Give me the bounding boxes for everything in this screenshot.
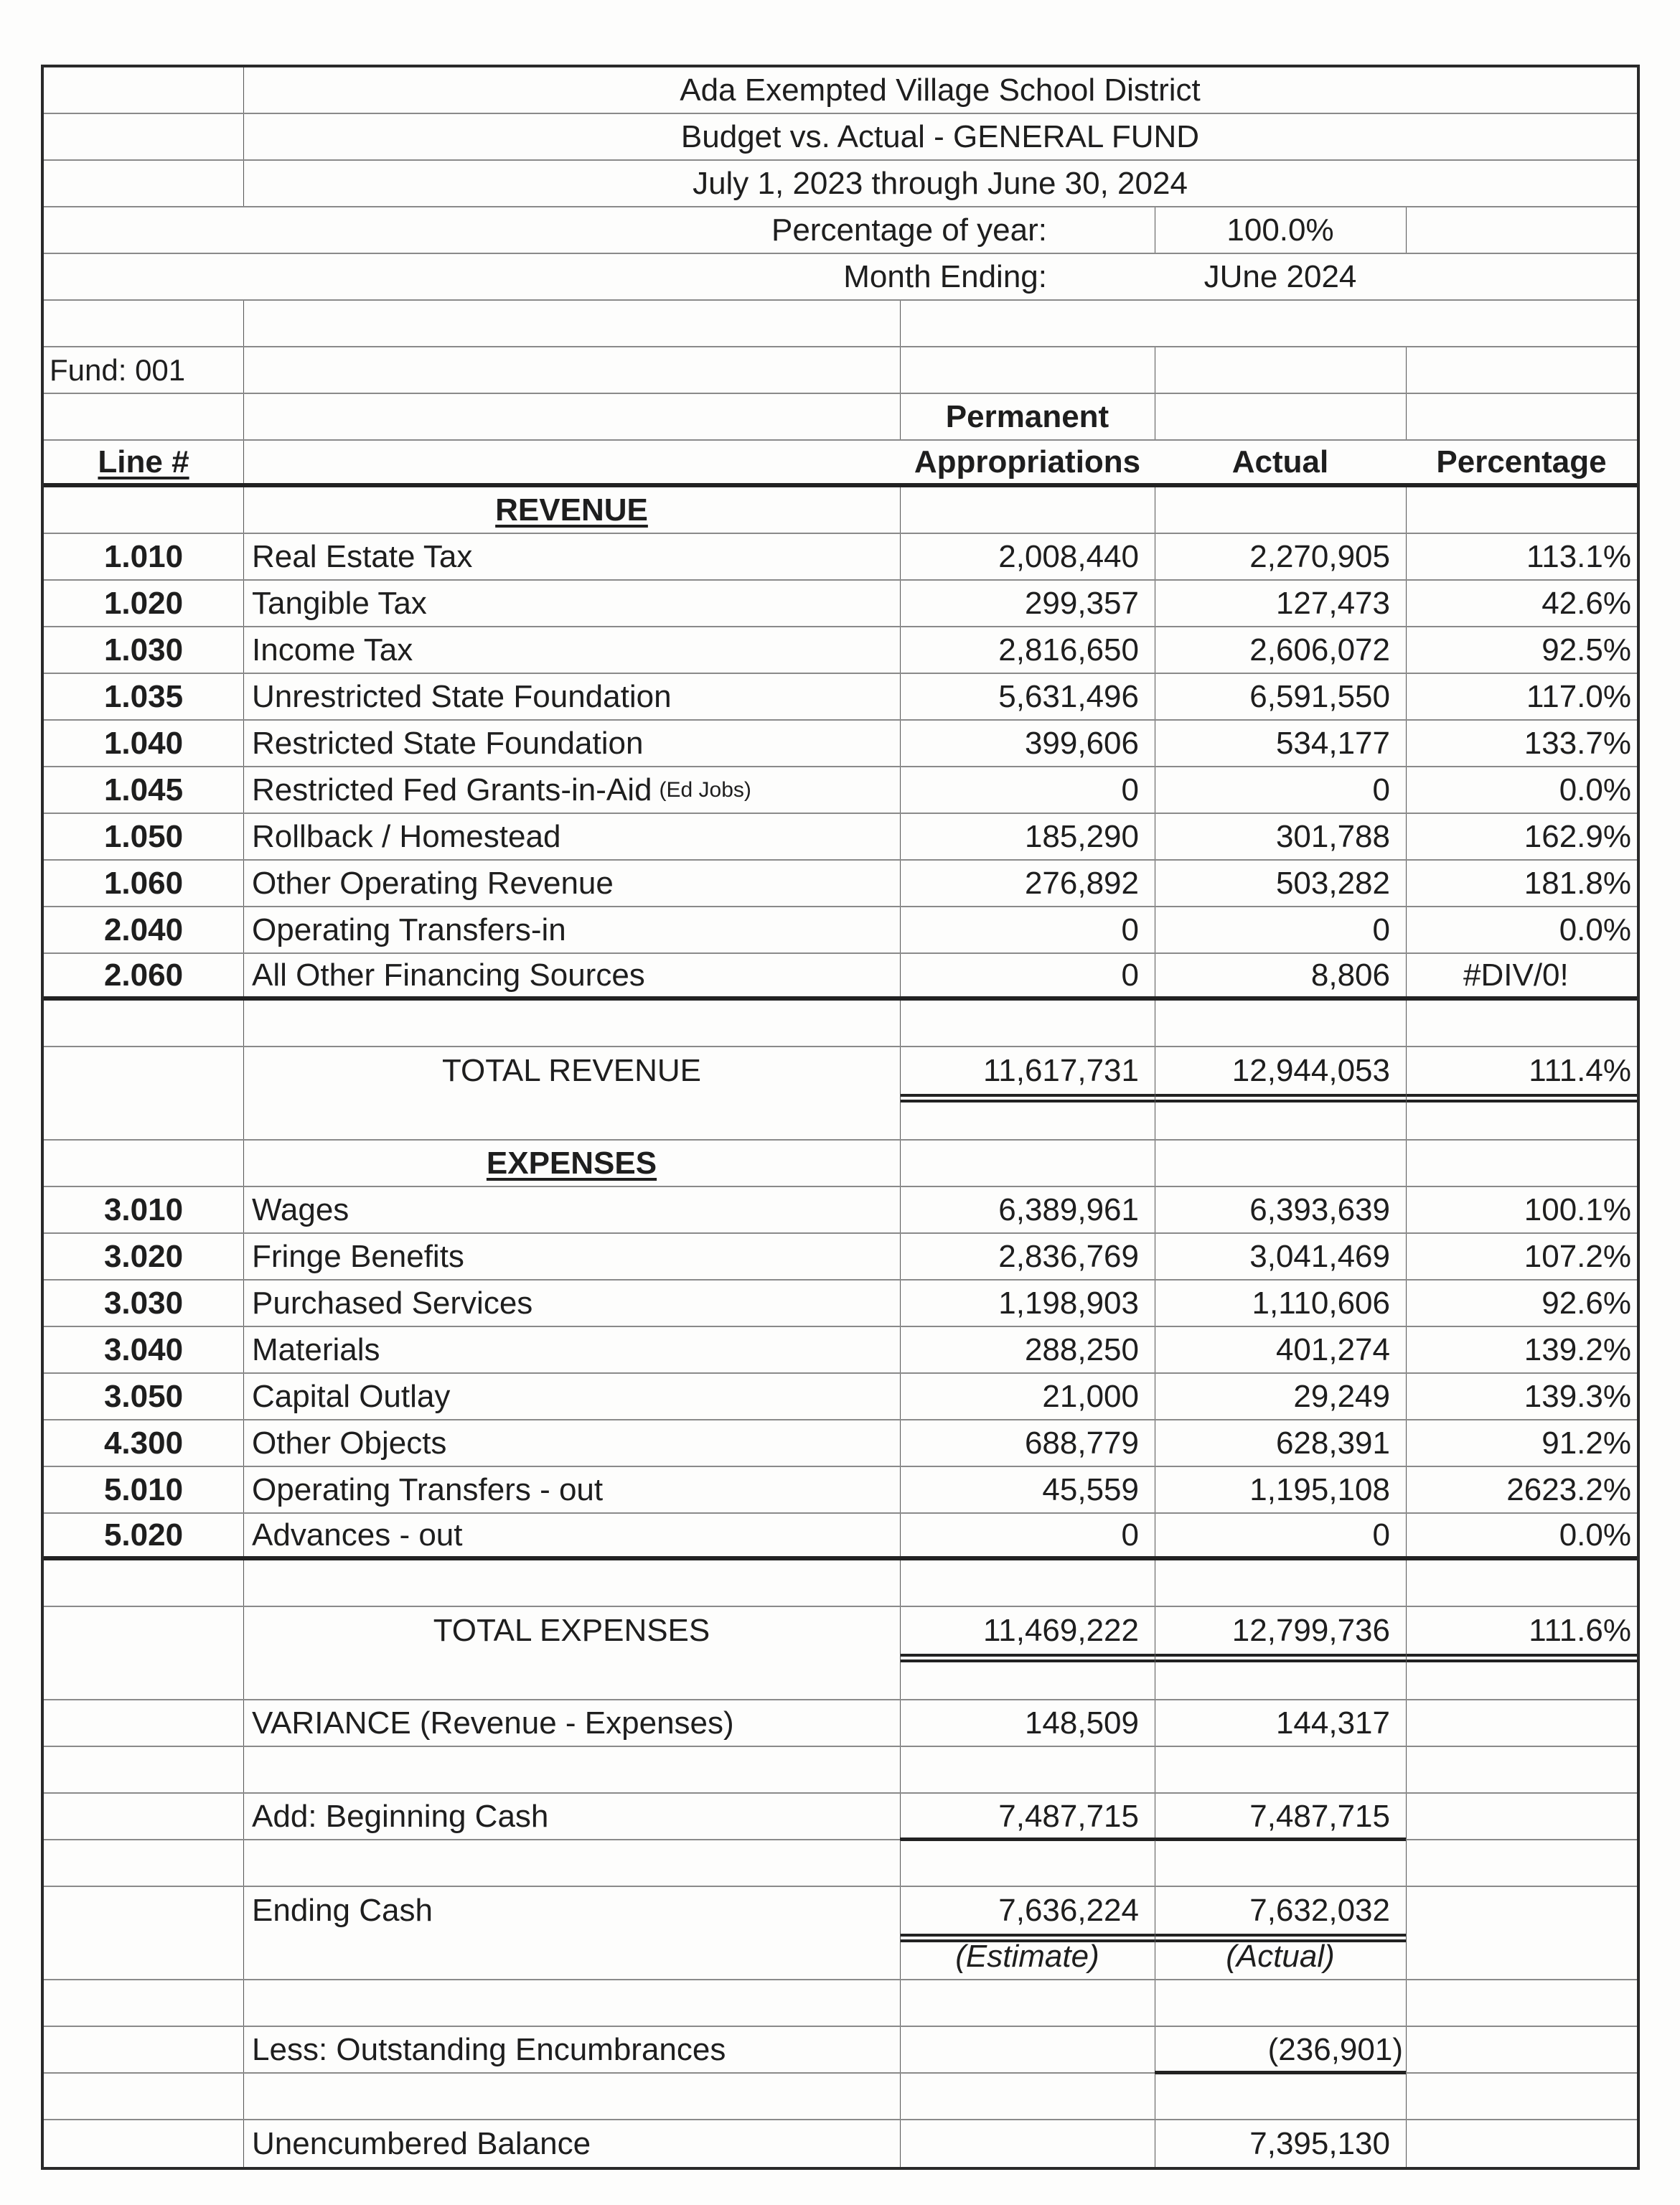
ending-cash-appropriation: 7,636,224 xyxy=(998,1892,1139,1928)
line-description: Advances - out xyxy=(252,1517,463,1553)
percentage-value: 162.9% xyxy=(1524,818,1631,854)
period-row xyxy=(44,161,1637,207)
expenses-line-row xyxy=(44,1514,1637,1560)
expenses-line-row xyxy=(44,1234,1637,1281)
percentage-value: 117.0% xyxy=(1526,678,1631,714)
line-number: 5.020 xyxy=(103,1517,184,1553)
estimate-actual-row xyxy=(44,1934,1637,1980)
line-number: 1.010 xyxy=(103,538,184,574)
title-row xyxy=(44,67,1637,114)
percentage-value: 2623.2% xyxy=(1506,1471,1631,1507)
appropriation-value: 299,357 xyxy=(1024,585,1139,621)
actual-value: 1,195,108 xyxy=(1249,1471,1390,1507)
appropriation-value: 2,008,440 xyxy=(998,538,1139,574)
line-number: 1.020 xyxy=(103,585,184,621)
blank-row xyxy=(44,1001,1637,1047)
pct-year-value: 100.0% xyxy=(1226,212,1334,248)
expenses-line-row xyxy=(44,1187,1637,1234)
actual-value: 29,249 xyxy=(1293,1378,1390,1414)
line-description: Purchased Services xyxy=(252,1285,533,1321)
line-description: Wages xyxy=(252,1192,349,1227)
line-number-header: Line # xyxy=(98,444,189,479)
report-period: July 1, 2023 through June 30, 2024 xyxy=(693,165,1188,201)
variance-actual: 144,317 xyxy=(1275,1705,1390,1741)
variance-appropriation: 148,509 xyxy=(1024,1705,1139,1741)
appropriation-value: 1,198,903 xyxy=(998,1285,1139,1321)
column-header-top-row xyxy=(44,394,1637,441)
estimate-label: (Estimate) xyxy=(955,1938,1099,1974)
variance-row xyxy=(44,1700,1637,1747)
appropriation-value: 2,816,650 xyxy=(998,632,1139,668)
line-description: All Other Financing Sources xyxy=(252,957,645,993)
appropriation-value: 399,606 xyxy=(1024,725,1139,761)
total-expenses-row xyxy=(44,1607,1637,1654)
expenses-line-row xyxy=(44,1327,1637,1374)
total-revenue-pct: 111.4% xyxy=(1529,1052,1631,1088)
appropriation-value: 688,779 xyxy=(1024,1425,1139,1461)
line-description: Other Operating Revenue xyxy=(252,865,614,901)
revenue-line-row xyxy=(44,721,1637,767)
line-number: 3.050 xyxy=(103,1378,184,1414)
line-description: Rollback / Homestead xyxy=(252,818,561,854)
fund-row xyxy=(44,347,1637,394)
total-revenue-actual: 12,944,053 xyxy=(1231,1052,1390,1088)
percentage-value: 91.2% xyxy=(1541,1425,1631,1461)
line-number: 3.020 xyxy=(103,1238,184,1274)
actual-value: 6,393,639 xyxy=(1249,1192,1390,1227)
ending-cash-label: Ending Cash xyxy=(252,1892,433,1928)
actual-value: 8,806 xyxy=(1310,957,1390,993)
ending-cash-actual: 7,632,032 xyxy=(1249,1892,1390,1928)
expenses-line-row xyxy=(44,1420,1637,1467)
total-expenses-appropriation: 11,469,222 xyxy=(983,1612,1139,1648)
revenue-line-row xyxy=(44,814,1637,861)
total-revenue-label: TOTAL REVENUE xyxy=(441,1052,702,1088)
blank-row xyxy=(44,1094,1637,1141)
percentage-value: 100.1% xyxy=(1524,1192,1631,1227)
line-note: (Ed Jobs) xyxy=(659,777,751,802)
column-header-row xyxy=(44,441,1637,487)
total-expenses-pct: 111.6% xyxy=(1529,1612,1631,1648)
revenue-line-row xyxy=(44,861,1637,907)
actual-value: 401,274 xyxy=(1275,1331,1390,1367)
revenue-line-row xyxy=(44,627,1637,674)
line-number: 2.040 xyxy=(103,912,184,947)
revenue-line-row xyxy=(44,674,1637,721)
line-number: 1.050 xyxy=(103,818,184,854)
appropriation-value: 5,631,496 xyxy=(998,678,1139,714)
line-number: 2.060 xyxy=(103,957,184,993)
percentage-value: 139.2% xyxy=(1524,1331,1631,1367)
beginning-cash-row xyxy=(44,1794,1637,1840)
appropriation-value: 0 xyxy=(1121,1517,1139,1553)
actual-value: 1,110,606 xyxy=(1252,1285,1390,1321)
unencumbered-actual: 7,395,130 xyxy=(1249,2125,1390,2161)
revenue-line-row xyxy=(44,767,1637,814)
percentage-value: 42.6% xyxy=(1541,585,1631,621)
line-description: Fringe Benefits xyxy=(252,1238,464,1274)
appropriation-value: 2,836,769 xyxy=(998,1238,1139,1274)
actual-value: 0 xyxy=(1372,772,1390,807)
expenses-heading: EXPENSES xyxy=(486,1145,657,1181)
revenue-line-row xyxy=(44,581,1637,627)
total-expenses-actual: 12,799,736 xyxy=(1231,1612,1390,1648)
expenses-heading-row xyxy=(44,1141,1637,1187)
line-number: 4.300 xyxy=(103,1425,184,1461)
revenue-line-row xyxy=(44,907,1637,954)
line-description: Unrestricted State Foundation xyxy=(252,678,672,714)
month-ending-row xyxy=(44,254,1637,301)
variance-label: VARIANCE (Revenue - Expenses) xyxy=(252,1705,734,1741)
percentage-value: #DIV/0! xyxy=(1463,957,1569,993)
percentage-value: 113.1% xyxy=(1526,538,1631,574)
appropriation-value: 0 xyxy=(1121,772,1139,807)
actual-value: 127,473 xyxy=(1275,585,1390,621)
percentage-value: 0.0% xyxy=(1559,912,1631,947)
line-number: 1.045 xyxy=(103,772,184,807)
line-description: Restricted Fed Grants-in-Aid (Ed Jobs) xyxy=(252,772,751,807)
line-description: Operating Transfers - out xyxy=(252,1471,604,1507)
encumbrances-row xyxy=(44,2027,1637,2074)
appropriation-value: 288,250 xyxy=(1024,1331,1139,1367)
pct-year-row xyxy=(44,207,1637,254)
ending-cash-row xyxy=(44,1887,1637,1934)
line-description: Operating Transfers-in xyxy=(252,912,566,947)
month-ending-label: Month Ending: xyxy=(843,258,1047,294)
percentage-value: 181.8% xyxy=(1524,865,1631,901)
percentage-value: 133.7% xyxy=(1524,725,1631,761)
percentage-value: 107.2% xyxy=(1524,1238,1631,1274)
pct-year-label: Percentage of year: xyxy=(771,212,1047,248)
total-revenue-appropriation: 11,617,731 xyxy=(983,1052,1139,1088)
total-revenue-row xyxy=(44,1047,1637,1094)
actual-value: 0 xyxy=(1372,1517,1390,1553)
blank-row xyxy=(44,1747,1637,1794)
line-description: Other Objects xyxy=(252,1425,447,1461)
actual-value: 628,391 xyxy=(1275,1425,1390,1461)
appropriation-value: 0 xyxy=(1121,957,1139,993)
line-number: 1.060 xyxy=(103,865,184,901)
encumbrances-actual: (236,901) xyxy=(1267,2031,1403,2067)
line-number: 1.035 xyxy=(103,678,184,714)
percentage-value: 92.6% xyxy=(1541,1285,1631,1321)
appropriation-value: 45,559 xyxy=(1042,1471,1139,1507)
district-name: Ada Exempted Village School District xyxy=(680,72,1201,108)
actual-value: 534,177 xyxy=(1275,725,1390,761)
blank-row xyxy=(44,1980,1637,2027)
percentage-header: Percentage xyxy=(1436,444,1607,479)
line-number: 1.040 xyxy=(103,725,184,761)
total-expenses-label: TOTAL EXPENSES xyxy=(433,1612,710,1648)
appropriation-value: 0 xyxy=(1121,912,1139,947)
actual-value: 2,270,905 xyxy=(1249,538,1390,574)
revenue-heading: REVENUE xyxy=(495,492,648,528)
expenses-line-row xyxy=(44,1467,1637,1514)
line-description: Materials xyxy=(252,1331,380,1367)
line-description: Real Estate Tax xyxy=(252,538,473,574)
revenue-heading-row xyxy=(44,487,1637,534)
revenue-line-row xyxy=(44,954,1637,1001)
expenses-line-row xyxy=(44,1281,1637,1327)
line-number: 3.030 xyxy=(103,1285,184,1321)
report-title-row xyxy=(44,114,1637,161)
actual-header: Actual xyxy=(1231,444,1329,479)
blank-row xyxy=(44,1560,1637,1607)
month-ending-value: JUne 2024 xyxy=(1203,258,1357,294)
expenses-line-row xyxy=(44,1374,1637,1420)
unencumbered-row xyxy=(44,2120,1637,2167)
line-number: 5.010 xyxy=(103,1471,184,1507)
actual-value: 3,041,469 xyxy=(1249,1238,1390,1274)
unencumbered-label: Unencumbered Balance xyxy=(252,2125,591,2161)
fund-label: Fund: 001 xyxy=(50,352,186,387)
appropriation-value: 185,290 xyxy=(1024,818,1139,854)
actual-value: 2,606,072 xyxy=(1249,632,1390,668)
report-title: Budget vs. Actual - GENERAL FUND xyxy=(680,118,1200,154)
blank-row xyxy=(44,301,1637,347)
budget-report-sheet xyxy=(41,65,1640,2170)
appropriation-value: 276,892 xyxy=(1024,865,1139,901)
line-number: 3.040 xyxy=(103,1331,184,1367)
percentage-value: 92.5% xyxy=(1541,632,1631,668)
actual-value: 6,591,550 xyxy=(1249,678,1390,714)
appropriations-header-top: Permanent xyxy=(945,398,1109,434)
actual-label: (Actual) xyxy=(1226,1938,1335,1974)
percentage-value: 0.0% xyxy=(1559,1517,1631,1553)
revenue-line-row xyxy=(44,534,1637,581)
line-number: 3.010 xyxy=(103,1192,184,1227)
beginning-cash-appropriation: 7,487,715 xyxy=(998,1798,1139,1834)
line-number: 1.030 xyxy=(103,632,184,668)
percentage-value: 0.0% xyxy=(1559,772,1631,807)
line-description: Tangible Tax xyxy=(252,585,427,621)
actual-value: 301,788 xyxy=(1275,818,1390,854)
appropriations-header: Appropriations xyxy=(914,444,1141,479)
blank-row xyxy=(44,1840,1637,1887)
actual-value: 0 xyxy=(1372,912,1390,947)
percentage-value: 139.3% xyxy=(1524,1378,1631,1414)
line-description: Income Tax xyxy=(252,632,413,668)
appropriation-value: 6,389,961 xyxy=(998,1192,1139,1227)
appropriation-value: 21,000 xyxy=(1042,1378,1139,1414)
encumbrances-label: Less: Outstanding Encumbrances xyxy=(252,2031,726,2067)
beginning-cash-label: Add: Beginning Cash xyxy=(252,1798,549,1834)
line-description: Restricted State Foundation xyxy=(252,725,644,761)
actual-value: 503,282 xyxy=(1275,865,1390,901)
blank-row xyxy=(44,2074,1637,2120)
blank-row xyxy=(44,1654,1637,1700)
beginning-cash-actual: 7,487,715 xyxy=(1249,1798,1390,1834)
line-description: Capital Outlay xyxy=(252,1378,451,1414)
